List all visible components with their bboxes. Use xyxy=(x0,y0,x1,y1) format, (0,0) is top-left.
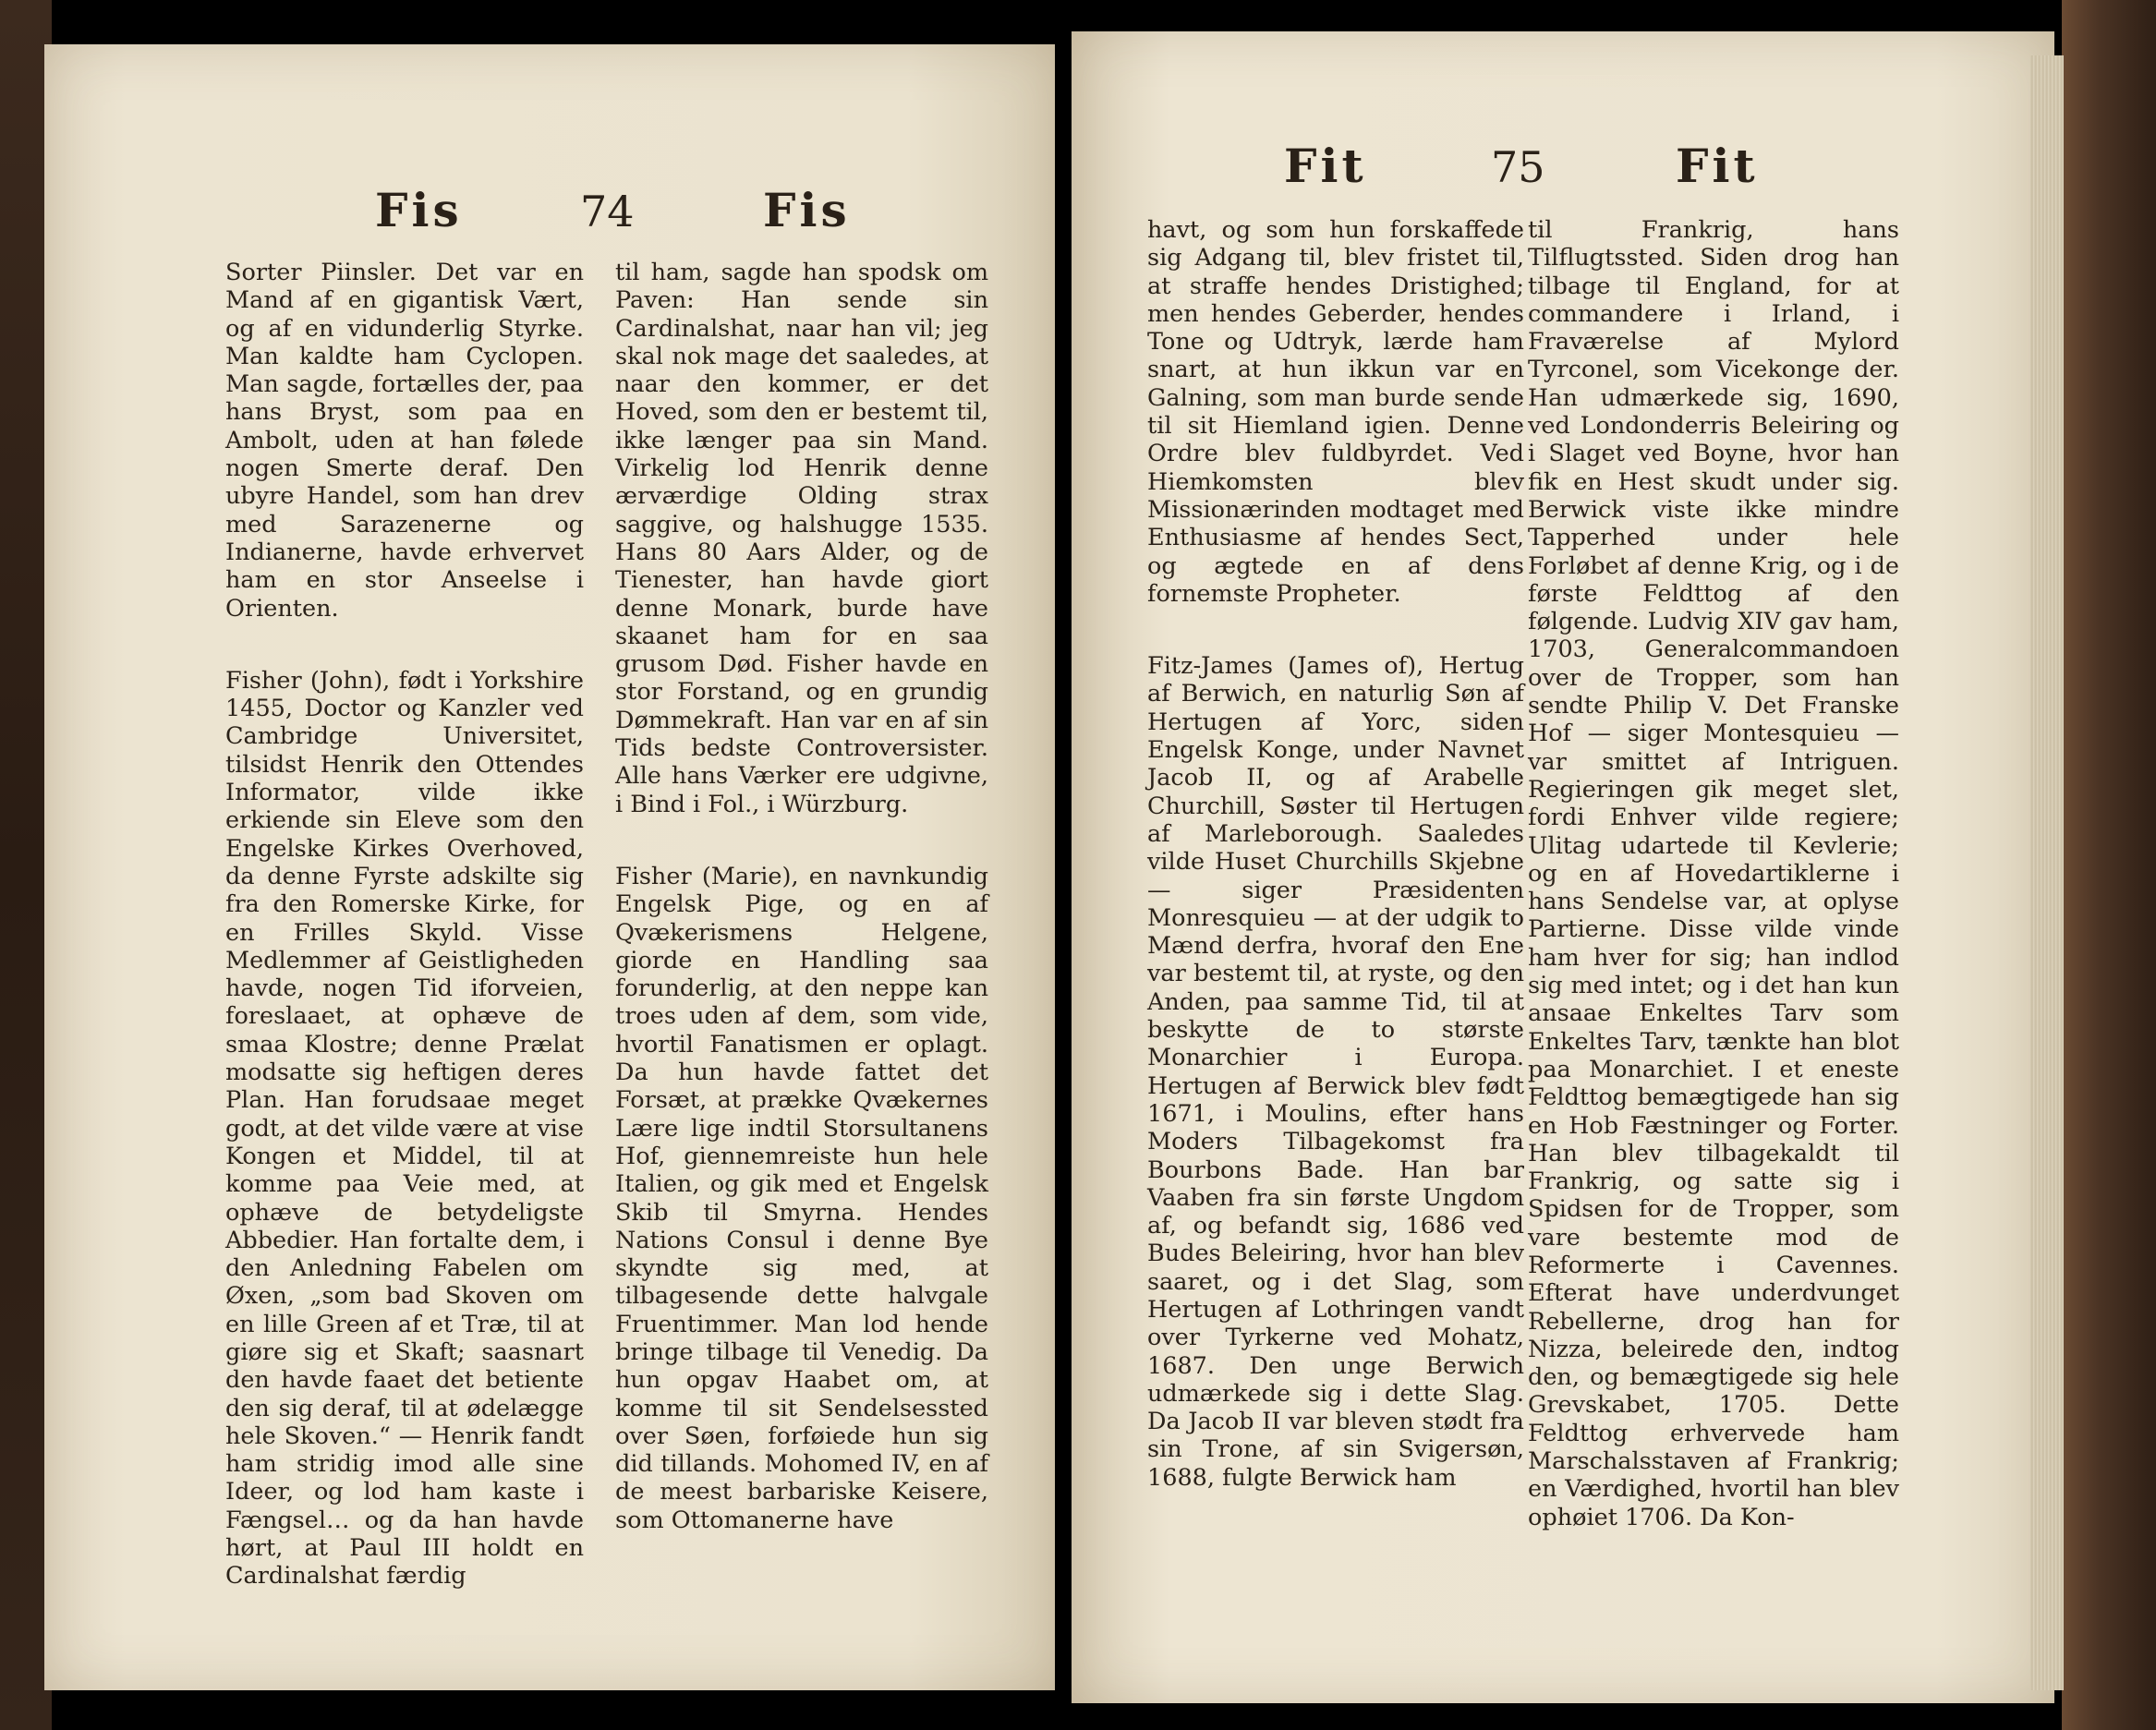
right-page-header xyxy=(1072,139,2054,212)
page-edges xyxy=(2030,55,2064,1690)
left-header-word-1: Fis xyxy=(375,183,463,237)
entry-fisher-john-continued: til ham, sagde han spodsk om Paven: Han sende sin Cardinalshat, naar han vil; jeg skal nok mage det saaledes, at naar den kommer, er det Hoved, som den er bestemt til, ikke længer paa sin Mand. Virkelig lod Henrik denne ærværdige Olding strax saggive, og halshugge 1535. Hans 80 Aars Alder, og de Tienester, han havde giort denne Monark, burde have skaanet ham for en saa grusom Død. Fisher havde en stor Forstand, og en grundig Dømmekraft. Han var en af sin Tids bedste Controversister. Alle hans Værker ere udgivne, i Bind i Fol., i Würzburg. xyxy=(615,259,988,818)
entry-fisher-marie: Fisher (Marie), en navnkundig Engelsk Pige, og en af Qvækerismens Helgene, giorde en Handling saa forunderlig, at den neppe kan troes uden af dem, som vide, hvortil Fanatismen er oplagt. Da hun havde fattet det Forsæt, at prække Qvækernes Lære lige indtil Storsultanens Hof, giennemreiste hun hele Italien, og gik med et Engelsk Skib til Smyrna. Hendes Nations Consul i denne Bye skyndte sig med, at tilbagesende dette halvgale Fruentimmer. Man lod hende bringe tilbage til Venedig. Da hun opgav Haabet om, at komme til sit Sendelsessted over Søen, forføiede hun sig did tillands. Mohomed IV, en af de meest barbariske Keisere, som Ottomanerne have xyxy=(615,862,988,1534)
entry-fisher-john: Fisher (John), født i Yorkshire 1455, Doctor og Kanzler ved Cambridge Universitet, tilsidst Henrik den Ottendes Informator, vilde ikke erkiende sin Eleve som den Engelske Kirkes Overhoved, da denne Fyrste adskilte sig fra den Romerske Kirke, for en Frilles Skyld. Visse Medlemmer af Geistligheden havde, nogen Tid iforveien, foreslaaet, at ophæve de smaa Klostre; denne Prælat modsatte sig heftigen deres Plan. Han forudsaae meget godt, at det vilde være at vise Kongen et Middel, til at komme paa Veie med, at ophæve de betydeligste Abbedier. Han fortalte dem, i den Anledning Fabelen om Øxen, „som bad Skoven om en lille Green af et Træ, til at giøre sig et Skaft; saasnart den havde faaet det betiente den sig deraf, til at ødelægge hele Skoven.“ — Henrik fandt ham stridig imod alle sine Ideer, og lod ham kaste i Fængsel… og da han havde hørt, at Paul III holdt en Cardinalshat færdig xyxy=(225,666,584,1591)
book-cover-right xyxy=(2062,0,2156,1730)
right-header-word-2: Fit xyxy=(1676,139,1759,193)
left-header-word-2: Fis xyxy=(763,183,851,237)
right-page-column-2 xyxy=(1528,216,1899,1531)
entry-continuation: Sorter Piinsler. Det var en Mand af en gigantisk Vært, og af en vidunderlig Styrke. Man kaldte ham Cyclopen. Man sagde, fortælles der, paa hans Bryst, som paa en Ambolt, uden at han følede nogen Smerte deraf. Den ubyre Handel, som han drev med Sarazenerne og Indianerne, havde erhvervet ham en stor Anseelse i Orienten. xyxy=(225,259,584,623)
right-page xyxy=(1072,31,2054,1703)
entry-fisher-marie-continued: havt, og som hun forskaffede sig Adgang til, blev fristet til, at straffe hendes Dristighed; men hendes Geberder, hendes Tone og Udtryk, lærde ham snart, at hun ikkun var en Galning, som man burde sende til sit Hiemland igien. Denne Ordre blev fuldbyrdet. Ved Hiemkomsten blev Missionærinden modtaget med Enthusiasme af hendes Sect, og ægtede en af dens fornemste Propheter. xyxy=(1147,216,1524,608)
left-page-header xyxy=(44,183,1060,257)
right-page-column-1 xyxy=(1147,216,1524,1492)
left-page-number: 74 xyxy=(580,187,635,236)
left-page-column-2 xyxy=(615,259,988,1534)
right-page-number: 75 xyxy=(1491,142,1545,192)
entry-fitz-james: Fitz-James (James of), Hertug af Berwich, en naturlig Søn af Hertugen af Yorc, siden Engelsk Konge, under Navnet Jacob II, og af Arabelle Churchill, Søster til Hertugen af Marleborough. Saaledes vilde Huset Churchills Skjebne — siger Præsidenten Monresquieu — at der udgik to Mænd derfra, hvoraf den Ene var bestemt til, at ryste, og den Anden, paa samme Tid, til at beskytte de to største Monarchier i Europa. Hertugen af Berwick blev født 1671, i Moulins, efter hans Moders Tilbagekomst fra Bourbons Bade. Han bar Vaaben fra sin første Ungdom af, og befandt sig, 1686 ved Budes Beleiring, hvor han blev saaret, og i det Slag, som Hertugen af Lothringen vandt over Tyrkerne ved Mohatz, 1687. Den unge Berwich udmærkede sig i dette Slag. Da Jacob II var bleven stødt fra sin Trone, af sin Svigersøn, 1688, fulgte Berwick ham xyxy=(1147,652,1524,1492)
right-header-word-1: Fit xyxy=(1284,139,1367,193)
left-page xyxy=(44,44,1060,1690)
entry-fitz-james-continued: til Frankrig, hans Tilflugtssted. Siden drog han tilbage til England, for at commandere i Irland, i Fraværelse af Mylord Tyrconel, som Vicekonge der. Han udmærkede sig, 1690, ved Londonderris Beleiring og i Slaget ved Boyne, hvor han fik en Hest skudt under sig. Berwick viste ikke mindre Tapperhed under hele Forløbet af denne Krig, og i de første Feldttog af den følgende. Ludvig XIV gav ham, 1703, Generalcommandoen over de Tropper, som han sendte Philip V. Det Franske Hof — siger Montesquieu — var smittet af Intriguen. Regieringen gik meget slet, fordi Enhver vilde regiere; Ulitag udartede til Kevlerie; og en af Hovedartiklerne i hans Sendelse var, at oplyse Partierne. Disse vilde vinde ham hver for sig; han indlod sig med intet; og i det han kun ansaae Enkeltes Tarv som Enkeltes Tarv, tænkte han blot paa Monarchiet. I et eneste Feldttog bemægtigede han sig en Hob Fæstninger og Forter. Han blev tilbagekaldt til Frankrig, og satte sig i Spidsen for de Tropper, som vare bestemte mod de Reformerte i Cavennes. Efterat have underdvunget Rebellerne, drog han for Nizza, beleirede den, indtog den, og bemægtigede sig hele Grevskabet, 1705. Dette Feldttog erhvervede ham Marschalsstaven af Frankrig; en Værdighed, hvortil han blev ophøiet 1706. Da Kon- xyxy=(1528,216,1899,1531)
left-page-column-1 xyxy=(225,259,584,1591)
